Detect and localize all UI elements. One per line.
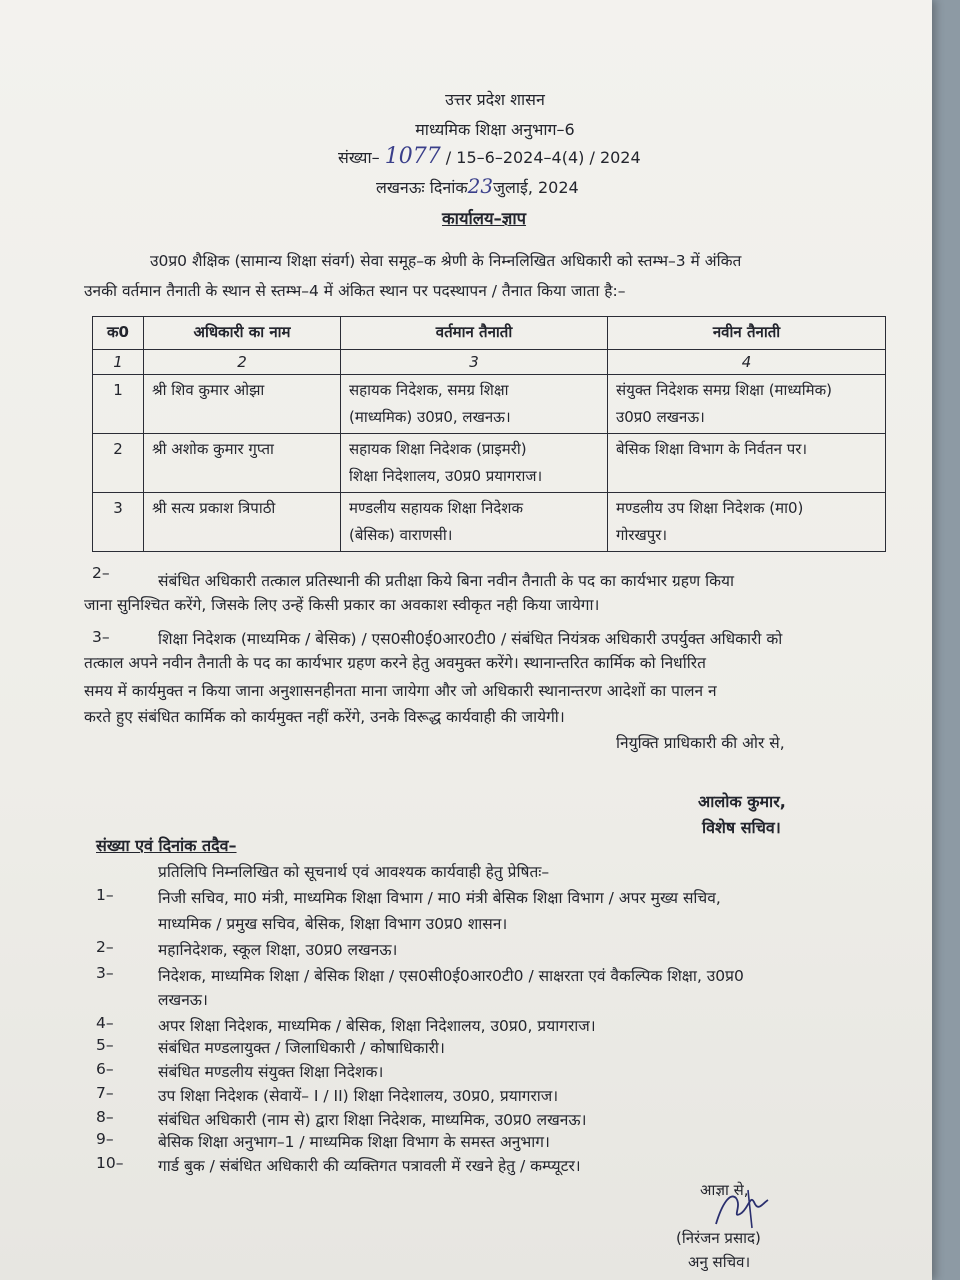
list-item-text: बेसिक शिक्षा अनुभाग–1 / माध्यमिक शिक्षा विभाग के समस्त अनुभाग।: [158, 1133, 550, 1151]
current-posting: [341, 434, 608, 493]
list-item-text: संबंधित मण्डलीय संयुक्त शिक्षा निदेशक।: [158, 1063, 384, 1081]
new-posting-line: बेसिक शिक्षा विभाग के निर्वतन पर।: [616, 440, 808, 458]
new-posting: [608, 434, 886, 493]
new-posting: [608, 493, 886, 552]
officer-name: श्री सत्य प्रकाश त्रिपाठी: [144, 493, 341, 552]
by-order-line: आज्ञा से,: [700, 1181, 749, 1199]
list-item-number: 2–: [96, 938, 114, 956]
list-item-number: 10–: [96, 1154, 124, 1172]
column-number: 2: [144, 350, 341, 375]
copy-intro: प्रतिलिपि निम्नलिखित को सूचनार्थ एवं आवश्यक कार्यवाही हेतु प्रेषितः–: [158, 863, 550, 881]
reference-number: [338, 144, 641, 169]
table-header-row: [93, 317, 886, 350]
list-item-number: 4–: [96, 1014, 114, 1032]
date-handwritten-day: 23: [467, 174, 494, 198]
new-posting: [608, 375, 886, 434]
date-suffix: जुलाई, 2024: [493, 178, 579, 197]
officer-name: श्री शिव कुमार ओझा: [144, 375, 341, 434]
date-prefix: लखनऊः दिनांक: [376, 178, 468, 197]
table-row: [93, 434, 886, 493]
signatory-designation: विशेष सचिव।: [702, 818, 781, 837]
list-item-text: संबंधित अधिकारी (नाम से) द्वारा शिक्षा निदेशक, माध्यमिक, उ0प्र0 लखनऊ।: [158, 1111, 587, 1129]
list-item-number: 9–: [96, 1130, 114, 1148]
closing-designation: अनु सचिव।: [688, 1253, 751, 1271]
issue-date: [376, 174, 579, 198]
officer-name: श्री अशोक कुमार गुप्ता: [144, 434, 341, 493]
list-item-text: निजी सचिव, मा0 मंत्री, माध्यमिक शिक्षा विभाग / मा0 मंत्री बेसिक शिक्षा विभाग / अपर मुख्य सचिव,: [158, 889, 721, 907]
list-item-text: महानिदेशक, स्कूल शिक्षा, उ0प्र0 लखनऊ।: [158, 941, 398, 959]
current-posting-line: (माध्यमिक) उ0प्र0, लखनऊ।: [349, 408, 511, 426]
current-posting: [341, 375, 608, 434]
list-item-text: गार्ड बुक / संबंधित अधिकारी की व्यक्तिगत पत्रावली में रखने हेतु / कम्प्यूटर।: [158, 1157, 581, 1175]
para3-line-1: शिक्षा निदेशक (माध्यमिक / बेसिक) / एस0सी0ई0आर0टी0 / संबंधित नियंत्रक अधिकारी उपर्युक्त अधिकारी को: [158, 630, 783, 648]
current-posting-line: शिक्षा निदेशालय, उ0प्र0 प्रयागराज।: [349, 467, 543, 485]
handwritten-signature: [712, 1184, 772, 1230]
list-item-number: 6–: [96, 1060, 114, 1078]
current-posting-line: (बेसिक) वाराणसी।: [349, 526, 453, 544]
new-posting-line: संयुक्त निदेशक समग्र शिक्षा (माध्यमिक): [616, 381, 832, 399]
para3-line-3: समय में कार्यमुक्त न किया जाना अनुशासनहीनता माना जायेगा और जो अधिकारी स्थानान्तरण आदेशों का पालन न: [84, 682, 717, 700]
intro-line-2: उनकी वर्तमान तैनाती के स्थान से स्तम्भ–4 में अंकित स्थान पर पदस्थापन / तैनात किया जाता है:–: [84, 282, 626, 300]
list-item-number: 8–: [96, 1108, 114, 1126]
para3-line-2: तत्काल अपने नवीन तैनाती के पद का कार्यभार ग्रहण करने हेतु अवमुक्त करेंगे। स्थानान्तरित कार्मिक को निर्धारित: [84, 654, 706, 672]
list-item-text: संबंधित मण्डलायुक्त / जिलाधिकारी / कोषाधिकारी।: [158, 1039, 445, 1057]
copy-heading: संख्या एवं दिनांक तदैव–: [96, 836, 237, 855]
para3-line-4: करते हुए संबंधित कार्मिक को कार्यमुक्त नहीं करेंगे, उनके विरूद्ध कार्यवाही की जायेगी।: [84, 708, 565, 726]
header-officer-name: अधिकारी का नाम: [144, 317, 341, 350]
column-number-row: [93, 350, 886, 375]
new-posting-line: उ0प्र0 लखनऊ।: [616, 408, 705, 426]
posting-table: [92, 316, 886, 552]
signatory-name: आलोक कुमार,: [698, 792, 786, 811]
reference-prefix: संख्या–: [338, 148, 380, 167]
list-item-text: लखनऊ।: [158, 991, 208, 1009]
reference-handwritten-number: 1077: [384, 144, 441, 169]
closing-name: (निरंजन प्रसाद): [676, 1229, 761, 1247]
header-serial: क0: [93, 317, 144, 350]
list-item-text: निदेशक, माध्यमिक शिक्षा / बेसिक शिक्षा / एस0सी0ई0आर0टी0 / साक्षरता एवं वैकल्पिक शिक्षा, उ0प्र0: [158, 967, 744, 985]
table-row: [93, 375, 886, 434]
government-name: उत्तर प्रदेश शासन: [445, 90, 545, 109]
para2-line-2: जाना सुनिश्चित करेंगे, जिसके लिए उन्हें किसी प्रकार का अवकाश स्वीकृत नही किया जायेगा।: [84, 596, 600, 614]
list-item-text: माध्यमिक / प्रमुख सचिव, बेसिक, शिक्षा विभाग उ0प्र0 शासन।: [158, 915, 508, 933]
intro-line-1: उ0प्र0 शैक्षिक (सामान्य शिक्षा संवर्ग) सेवा समूह–क श्रेणी के निम्नलिखित अधिकारी को स्तम्भ–3 में अंकित: [150, 252, 742, 270]
list-item-number: 5–: [96, 1036, 114, 1054]
new-posting-line: मण्डलीय उप शिक्षा निदेशक (मा0): [616, 499, 804, 517]
para3-number: 3–: [92, 628, 110, 646]
current-posting: [341, 493, 608, 552]
office-memo-title: कार्यालय–ज्ञाप: [442, 209, 527, 228]
table-row: [93, 493, 886, 552]
reference-suffix: / 15–6–2024–4(4) / 2024: [445, 148, 641, 167]
header-current-posting: वर्तमान तैनाती: [341, 317, 608, 350]
current-posting-line: सहायक निदेशक, समग्र शिक्षा: [349, 381, 509, 399]
list-item-number: 3–: [96, 964, 114, 982]
current-posting-line: मण्डलीय सहायक शिक्षा निदेशक: [349, 499, 524, 517]
serial-number: 1: [93, 375, 144, 434]
list-item-text: उप शिक्षा निदेशक (सेवायें– I / II) शिक्षा निदेशालय, उ0प्र0, प्रयागराज।: [158, 1087, 559, 1105]
para2-line-1: संबंधित अधिकारी तत्काल प्रतिस्थानी की प्रतीक्षा किये बिना नवीन तैनाती के पद का कार्यभार ग्रहण किया: [158, 572, 735, 590]
new-posting-line: गोरखपुर।: [616, 526, 668, 544]
serial-number: 2: [93, 434, 144, 493]
current-posting-line: सहायक शिक्षा निदेशक (प्राइमरी): [349, 440, 527, 458]
list-item-number: 1–: [96, 886, 114, 904]
para2-number: 2–: [92, 564, 110, 582]
list-item-number: 7–: [96, 1084, 114, 1102]
column-number: 3: [341, 350, 608, 375]
header-new-posting: नवीन तैनाती: [608, 317, 886, 350]
serial-number: 3: [93, 493, 144, 552]
column-number: 4: [608, 350, 886, 375]
column-number: 1: [93, 350, 144, 375]
list-item-text: अपर शिक्षा निदेशक, माध्यमिक / बेसिक, शिक्षा निदेशालय, उ0प्र0, प्रयागराज।: [158, 1017, 596, 1035]
authority-line: नियुक्ति प्राधिकारी की ओर से,: [616, 734, 785, 752]
department-section: माध्यमिक शिक्षा अनुभाग–6: [415, 120, 575, 139]
